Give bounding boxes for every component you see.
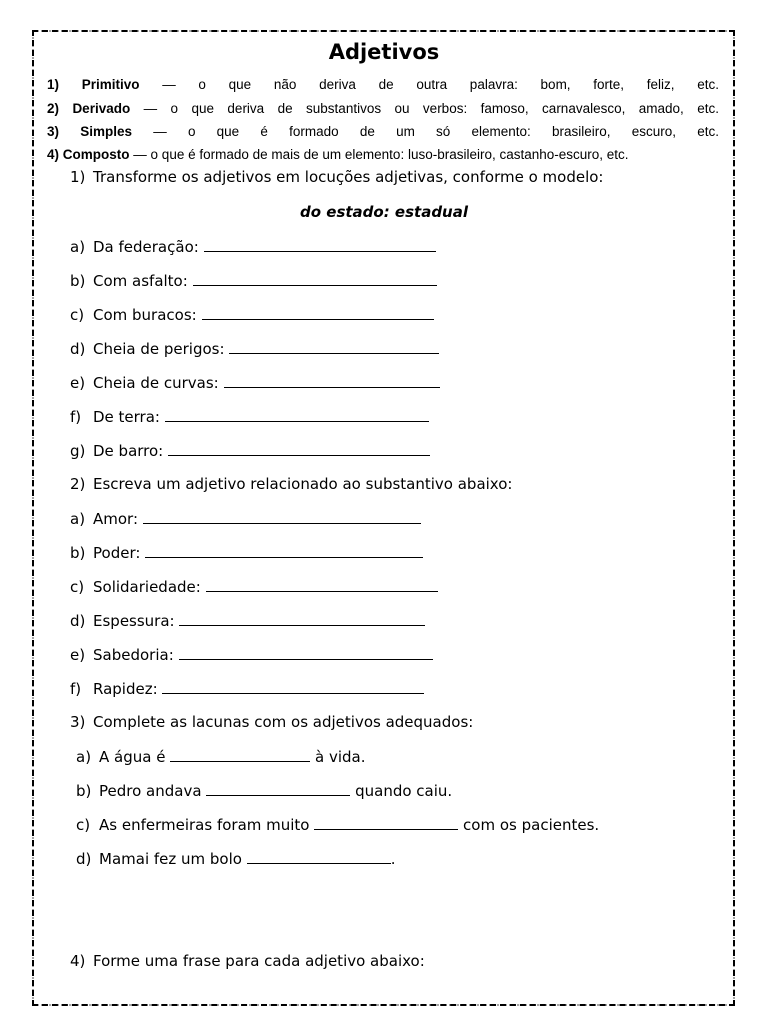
q1-item-b [70, 271, 437, 290]
answer-blank[interactable] [143, 509, 421, 524]
question-text: Forme uma frase para cada adjetivo abaixo: [93, 952, 425, 970]
item-letter: e) [70, 374, 86, 392]
answer-blank[interactable] [162, 679, 424, 694]
item-letter: b) [70, 272, 86, 290]
definition-simples [47, 124, 719, 142]
answer-blank[interactable] [165, 407, 429, 422]
answer-blank[interactable] [202, 305, 434, 320]
question-1 [70, 168, 603, 186]
answer-blank[interactable] [170, 747, 310, 762]
item-text: Cheia de perigos: [93, 340, 225, 358]
question-number: 1) [70, 168, 86, 186]
item-text-after: à vida. [315, 748, 366, 766]
q2-item-f [70, 679, 424, 698]
item-text: De barro: [93, 442, 164, 460]
answer-blank[interactable] [145, 543, 423, 558]
definition-number: 2) [47, 101, 60, 116]
definition-text: — o que é formado de mais de um elemento: luso-brasileiro, castanho-escuro, etc. [133, 147, 629, 162]
item-text: De terra: [93, 408, 160, 426]
item-letter: a) [76, 748, 92, 766]
item-letter: g) [70, 442, 86, 460]
item-letter: e) [70, 646, 86, 664]
item-text-before: Mamai fez um bolo [99, 850, 242, 868]
q1-item-c [70, 305, 434, 324]
answer-blank[interactable] [179, 611, 425, 626]
item-letter: d) [70, 340, 86, 358]
answer-blank[interactable] [314, 815, 458, 830]
q1-item-d [70, 339, 439, 358]
q1-item-g [70, 441, 430, 460]
item-text: Poder: [93, 544, 141, 562]
q3-item-d [76, 849, 396, 868]
q1-item-a [70, 237, 436, 256]
item-letter: a) [70, 238, 86, 256]
item-text: Rapidez: [93, 680, 158, 698]
item-text-after: com os pacientes. [463, 816, 600, 834]
definition-text: — o que é formado de um só elemento: brasileiro, escuro, etc. [153, 124, 719, 139]
item-letter: a) [70, 510, 86, 528]
question-4 [70, 952, 425, 970]
item-text-after: quando caiu. [355, 782, 453, 800]
item-letter: b) [70, 544, 86, 562]
answer-blank[interactable] [204, 237, 436, 252]
definition-primitivo [47, 77, 719, 95]
q3-item-a [76, 747, 366, 766]
definition-derivado [47, 101, 719, 119]
item-text: Com buracos: [93, 306, 197, 324]
answer-blank[interactable] [224, 373, 440, 388]
definition-composto [47, 147, 719, 162]
question-number: 2) [70, 475, 86, 493]
item-text: Cheia de curvas: [93, 374, 219, 392]
question-text: Complete as lacunas com os adjetivos adequados: [93, 713, 474, 731]
question-2 [70, 475, 512, 493]
page-title: Adjetivos [328, 40, 440, 64]
item-letter: c) [70, 578, 85, 596]
q1-item-e [70, 373, 440, 392]
item-letter: c) [70, 306, 85, 324]
item-text: Espessura: [93, 612, 175, 630]
item-letter: f) [70, 680, 82, 698]
definition-number: 3) [47, 124, 60, 139]
definition-text: — o que deriva de substantivos ou verbos: famoso, carnavalesco, amado, etc. [143, 101, 719, 116]
definition-term: Primitivo [81, 77, 140, 92]
item-text: Solidariedade: [93, 578, 201, 596]
answer-blank[interactable] [229, 339, 439, 354]
question-number: 3) [70, 713, 86, 731]
answer-blank[interactable] [206, 577, 438, 592]
item-letter: d) [70, 612, 86, 630]
definition-term: Derivado [72, 101, 131, 116]
item-text-after: . [390, 850, 396, 868]
answer-blank[interactable] [168, 441, 430, 456]
item-text-before: As enfermeiras foram muito [99, 816, 310, 834]
definition-text: — o que não deriva de outra palavra: bom, forte, feliz, etc. [162, 77, 719, 92]
q3-item-c [76, 815, 599, 834]
answer-blank[interactable] [179, 645, 433, 660]
q3-item-b [76, 781, 452, 800]
item-text-before: Pedro andava [99, 782, 202, 800]
definition-number: 4) [47, 147, 60, 162]
model-example: do estado: estadual [300, 203, 468, 221]
q2-item-b [70, 543, 423, 562]
definition-number: 1) [47, 77, 60, 92]
question-text: Escreva um adjetivo relacionado ao substantivo abaixo: [93, 475, 513, 493]
question-text: Transforme os adjetivos em locuções adjetivas, conforme o modelo: [93, 168, 604, 186]
item-text: Com asfalto: [93, 272, 188, 290]
item-letter: d) [76, 850, 92, 868]
answer-blank[interactable] [247, 849, 391, 864]
q2-item-a [70, 509, 421, 528]
item-text: Da federação: [93, 238, 199, 256]
item-letter: f) [70, 408, 82, 426]
q2-item-c [70, 577, 438, 596]
item-text: Amor: [93, 510, 139, 528]
definition-term: Composto [62, 147, 130, 162]
question-3 [70, 713, 473, 731]
question-number: 4) [70, 952, 86, 970]
answer-blank[interactable] [193, 271, 437, 286]
definition-term: Simples [80, 124, 133, 139]
q1-item-f [70, 407, 429, 426]
item-letter: c) [76, 816, 91, 834]
answer-blank[interactable] [206, 781, 350, 796]
item-text-before: A água é [99, 748, 166, 766]
item-letter: b) [76, 782, 92, 800]
q2-item-d [70, 611, 425, 630]
q2-item-e [70, 645, 433, 664]
item-text: Sabedoria: [93, 646, 174, 664]
